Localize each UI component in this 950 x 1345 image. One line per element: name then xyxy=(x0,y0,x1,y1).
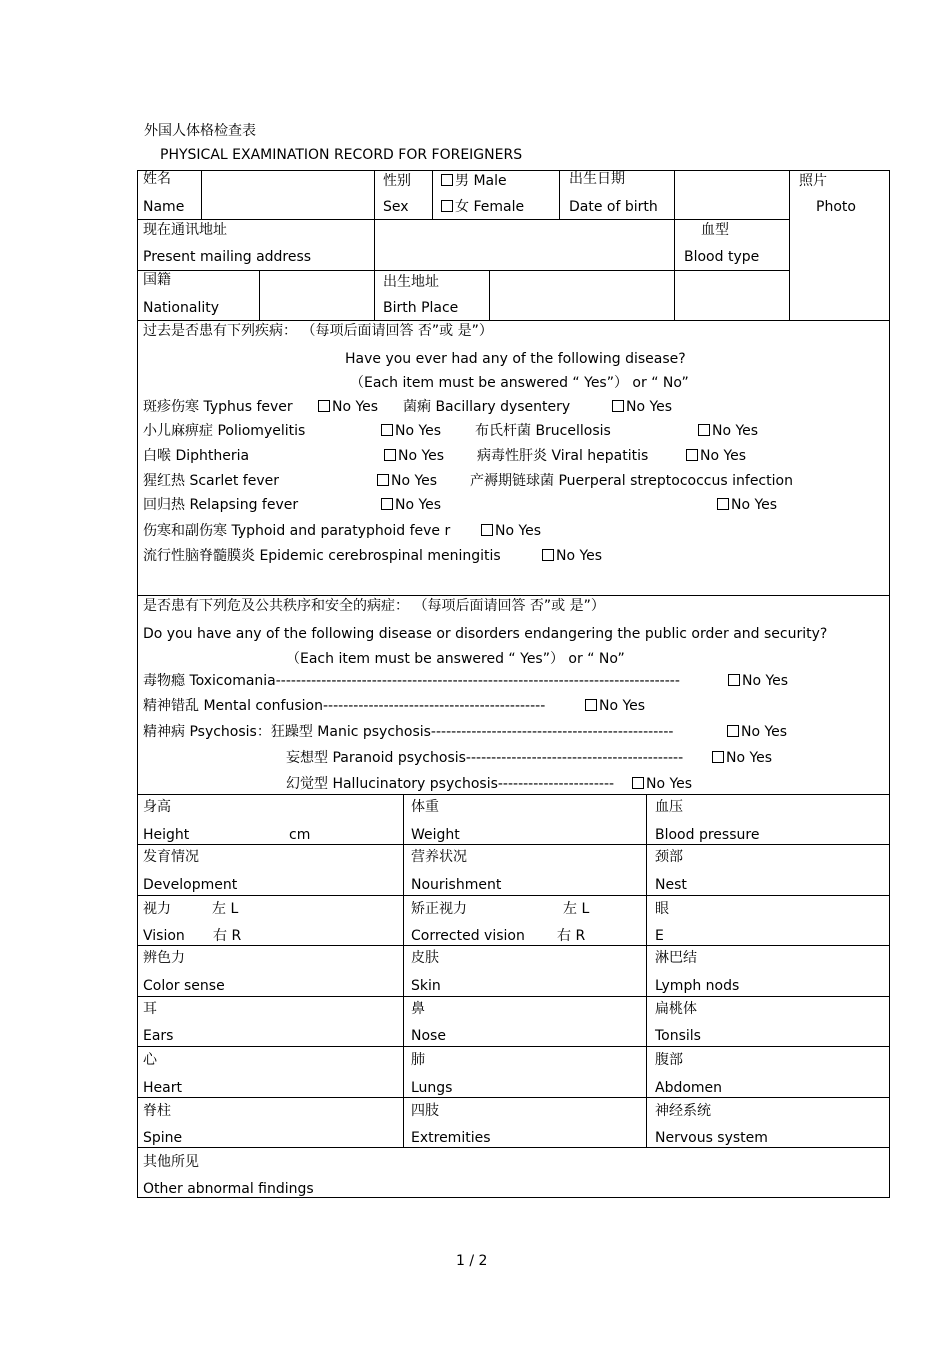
disorder-hallucinatory-psychosis: 幻觉型 Hallucinatory psychosis----------------------- xyxy=(286,776,615,792)
no-checkbox[interactable] xyxy=(481,524,493,536)
no-checkbox[interactable] xyxy=(727,725,739,737)
address-label-cn: 现在通讯地址 xyxy=(143,222,227,238)
typhoid-options[interactable]: No Yes xyxy=(481,523,541,539)
nationality-label-cn: 国籍 xyxy=(143,272,171,288)
no-checkbox[interactable] xyxy=(381,424,393,436)
ears-label-cn: 耳 xyxy=(143,1001,157,1017)
abdomen-label-cn: 腹部 xyxy=(655,1052,683,1068)
eye-label-cn: 眼 xyxy=(655,901,669,917)
disease-meningitis: 流行性脑脊髓膜炎 Epidemic cerebrospinal meningitis xyxy=(143,548,501,564)
tonsils-label-cn: 扁桃体 xyxy=(655,1001,697,1017)
abdomen-label-en: Abdomen xyxy=(655,1080,723,1096)
development-label-cn: 发育情况 xyxy=(143,849,199,865)
no-checkbox[interactable] xyxy=(381,498,393,510)
photo-label-cn: 照片 xyxy=(799,173,827,189)
address-label-en: Present mailing address xyxy=(143,249,312,265)
disease-polio: 小儿麻痹症 Poliomyelitis xyxy=(143,423,306,439)
dob-label-cn: 出生日期 xyxy=(569,171,625,187)
no-checkbox[interactable] xyxy=(384,449,396,461)
other-findings-label-en: Other abnormal findings xyxy=(143,1181,314,1197)
no-checkbox[interactable] xyxy=(377,474,389,486)
meningitis-options[interactable]: No Yes xyxy=(542,548,602,564)
form-title-cn: 外国人体格检查表 xyxy=(144,123,256,139)
blood-pressure-label-en: Blood pressure xyxy=(655,827,760,843)
color-sense-label-cn: 辨色力 xyxy=(143,950,185,966)
puerperal-options[interactable]: No Yes xyxy=(717,497,777,513)
page-number: 1 / 2 xyxy=(456,1253,488,1269)
ears-label-en: Ears xyxy=(143,1028,174,1044)
other-findings-label-cn: 其他所见 xyxy=(143,1154,199,1170)
name-field[interactable] xyxy=(203,172,372,218)
no-checkbox[interactable] xyxy=(632,777,644,789)
corrected-vision-left: 左 L xyxy=(563,901,590,917)
disease-dysentery: 菌痢 Bacillary dysentery xyxy=(403,399,571,415)
lymph-label-en: Lymph nods xyxy=(655,978,740,994)
nourishment-label-en: Nourishment xyxy=(411,877,502,893)
nervous-system-label-en: Nervous system xyxy=(655,1130,768,1146)
corrected-vision-label-cn: 矫正视力 xyxy=(411,901,467,917)
past-disease-question: Have you ever had any of the following disease? xyxy=(345,351,686,367)
birthplace-label-en: Birth Place xyxy=(383,300,459,316)
photo-label-en: Photo xyxy=(816,199,856,215)
disease-puerperal: 产褥期链球菌 Puerperal streptococcus infection xyxy=(470,473,793,489)
past-disease-header-cn: 过去是否患有下列疾病： （每项后面请回答 否”或 是”） xyxy=(143,323,493,339)
hepatitis-options[interactable]: No Yes xyxy=(686,448,746,464)
nourishment-label-cn: 营养状况 xyxy=(411,849,467,865)
brucellosis-options[interactable]: No Yes xyxy=(698,423,758,439)
dysentery-options[interactable]: No Yes xyxy=(612,399,672,415)
female-option[interactable]: 女 Female xyxy=(441,199,524,215)
form-title-en: PHYSICAL EXAMINATION RECORD FOR FOREIGNERS xyxy=(160,147,523,163)
height-label-en: Height xyxy=(143,827,190,843)
vision-label-cn: 视力 xyxy=(143,901,171,917)
disease-hepatitis: 病毒性肝炎 Viral hepatitis xyxy=(477,448,649,464)
eye-label-en: E xyxy=(655,928,664,944)
scarlet-fever-options[interactable]: No Yes xyxy=(377,473,437,489)
nose-label-cn: 鼻 xyxy=(411,1001,425,1017)
no-checkbox[interactable] xyxy=(698,424,710,436)
blood-pressure-label-cn: 血压 xyxy=(655,799,683,815)
diphtheria-options[interactable]: No Yes xyxy=(384,448,444,464)
nest-label-cn: 颈部 xyxy=(655,849,683,865)
nationality-field[interactable] xyxy=(261,272,372,318)
female-checkbox[interactable] xyxy=(441,200,453,212)
vision-right: 右 R xyxy=(213,928,242,944)
birthplace-label-cn: 出生地址 xyxy=(383,274,439,290)
corrected-vision-right: 右 R xyxy=(557,928,586,944)
disorder-paranoid-psychosis: 妄想型 Paranoid psychosis------------------------------------------- xyxy=(286,750,684,766)
dob-field[interactable] xyxy=(676,172,787,218)
lungs-label-en: Lungs xyxy=(411,1080,453,1096)
vision-left: 左 L xyxy=(212,901,239,917)
sex-label-cn: 性别 xyxy=(383,173,411,189)
skin-label-cn: 皮肤 xyxy=(411,950,439,966)
disease-typhus: 斑疹伤寒 Typhus fever xyxy=(143,399,293,415)
heart-label-cn: 心 xyxy=(143,1052,157,1068)
public-disease-header-cn: 是否患有下列危及公共秩序和安全的病症： （每项后面请回答 否”或 是”） xyxy=(143,598,605,614)
toxicomania-options[interactable]: No Yes xyxy=(728,673,788,689)
no-checkbox[interactable] xyxy=(686,449,698,461)
no-checkbox[interactable] xyxy=(318,400,330,412)
nose-label-en: Nose xyxy=(411,1028,446,1044)
no-checkbox[interactable] xyxy=(717,498,729,510)
color-sense-label-en: Color sense xyxy=(143,978,225,994)
male-checkbox[interactable] xyxy=(441,174,453,186)
no-checkbox[interactable] xyxy=(612,400,624,412)
disease-brucellosis: 布氏杆菌 Brucellosis xyxy=(475,423,611,439)
extremities-label-cn: 四肢 xyxy=(411,1103,439,1119)
blood-type-label-en: Blood type xyxy=(684,249,760,265)
nervous-system-label-cn: 神经系统 xyxy=(655,1103,711,1119)
vision-label-en: Vision xyxy=(143,928,185,944)
dob-label-en: Date of birth xyxy=(569,199,658,215)
corrected-vision-label-en: Corrected vision xyxy=(411,928,525,944)
disorder-mental-confusion: 精神错乱 Mental confusion-------------------------------------------- xyxy=(143,698,546,714)
address-field[interactable] xyxy=(376,222,672,268)
no-checkbox[interactable] xyxy=(585,699,597,711)
birthplace-field[interactable] xyxy=(491,272,672,318)
no-checkbox[interactable] xyxy=(712,751,724,763)
blood-type-label-cn: 血型 xyxy=(701,222,729,238)
spine-label-cn: 脊柱 xyxy=(143,1103,171,1119)
polio-options[interactable]: No Yes xyxy=(381,423,441,439)
disorder-manic-psychosis: 精神病 Psychosis：狂躁型 Manic psychosis------------------------------------------------ xyxy=(143,724,674,740)
nest-label-en: Nest xyxy=(655,877,687,893)
height-label-cn: 身高 xyxy=(143,799,171,815)
relapsing-fever-options[interactable]: No Yes xyxy=(381,497,441,513)
disease-diphtheria: 白喉 Diphtheria xyxy=(143,448,250,464)
past-disease-instruction: （Each item must be answered “ Yes”） or “ No” xyxy=(350,375,689,391)
nationality-label-en: Nationality xyxy=(143,300,220,316)
name-label-en: Name xyxy=(143,199,185,215)
hallucinatory-psychosis-options[interactable]: No Yes xyxy=(632,776,692,792)
development-label-en: Development xyxy=(143,877,238,893)
skin-label-en: Skin xyxy=(411,978,441,994)
male-option[interactable]: 男 Male xyxy=(441,173,507,189)
spine-label-en: Spine xyxy=(143,1130,183,1146)
heart-label-en: Heart xyxy=(143,1080,182,1096)
sex-label-en: Sex xyxy=(383,199,409,215)
height-unit: cm xyxy=(289,827,311,843)
lungs-label-cn: 肺 xyxy=(411,1052,425,1068)
weight-label-en: Weight xyxy=(411,827,460,843)
disease-scarlet-fever: 猩红热 Scarlet fever xyxy=(143,473,280,489)
public-disease-question: Do you have any of the following disease or disorders endangering the public order and security? xyxy=(143,626,828,642)
name-label-cn: 姓名 xyxy=(143,171,171,187)
typhus-options[interactable]: No Yes xyxy=(318,399,378,415)
tonsils-label-en: Tonsils xyxy=(655,1028,701,1044)
public-disease-instruction: （Each item must be answered “ Yes”） or “ No” xyxy=(286,651,625,667)
disease-typhoid: 伤寒和副伤寒 Typhoid and paratyphoid feve r xyxy=(143,523,451,539)
extremities-label-en: Extremities xyxy=(411,1130,491,1146)
no-checkbox[interactable] xyxy=(728,674,740,686)
disease-relapsing-fever: 回归热 Relapsing fever xyxy=(143,497,299,513)
disorder-toxicomania: 毒物瘾 Toxicomania-------------------------------------------------------------------------------- xyxy=(143,673,680,689)
manic-psychosis-options[interactable]: No Yes xyxy=(727,724,787,740)
paranoid-psychosis-options[interactable]: No Yes xyxy=(712,750,772,766)
mental-confusion-options[interactable]: No Yes xyxy=(585,698,645,714)
weight-label-cn: 体重 xyxy=(411,799,439,815)
no-checkbox[interactable] xyxy=(542,549,554,561)
lymph-label-cn: 淋巴结 xyxy=(655,950,697,966)
